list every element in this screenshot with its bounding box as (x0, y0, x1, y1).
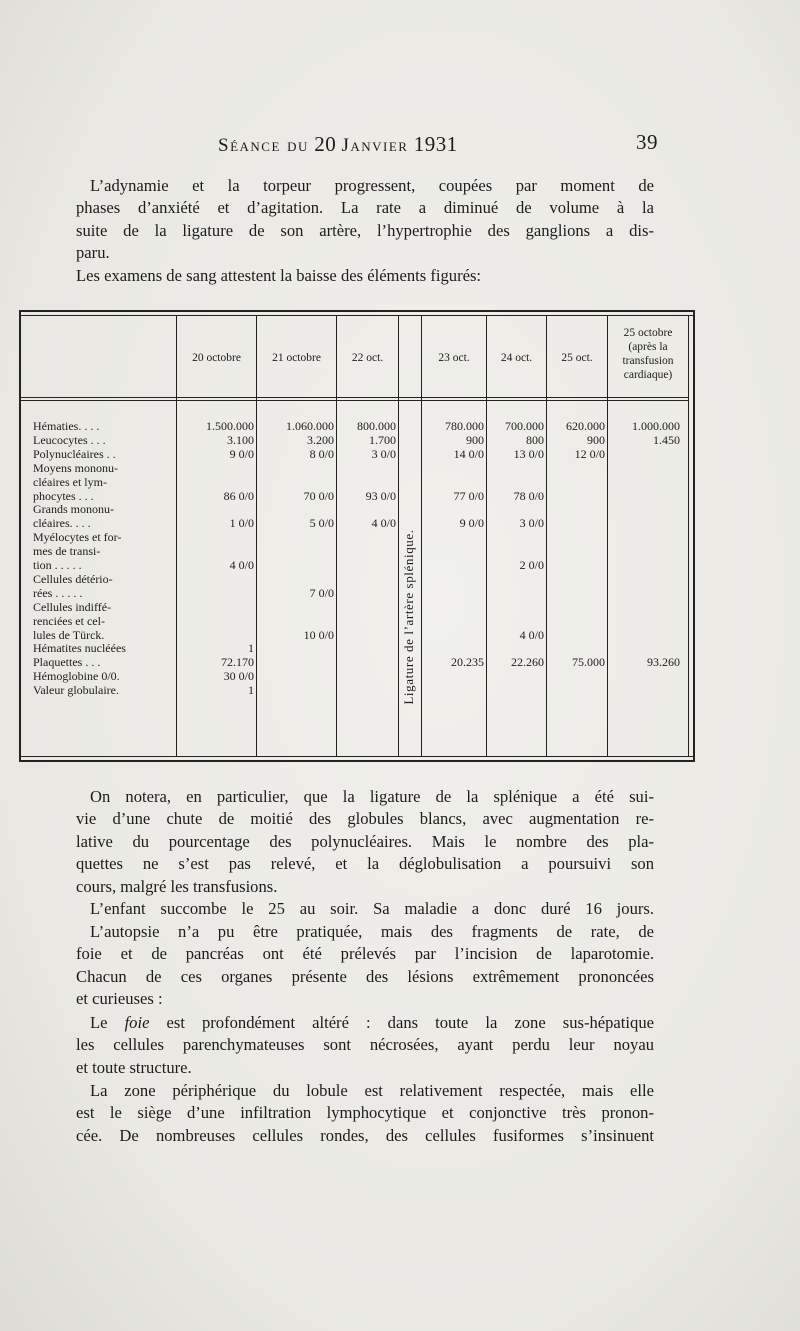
col-divider (607, 316, 608, 756)
row-label-line: Valeur globulaire. (33, 683, 119, 698)
italic-word-foie: foie (124, 1013, 150, 1032)
page-number: 39 (636, 130, 658, 154)
table-right-rule-inner (688, 315, 689, 757)
row-label-line: Polynucléaires . . (33, 446, 116, 461)
table-cell: 1.450 (653, 432, 680, 447)
table-bottom-rule (19, 760, 695, 762)
row-label-line: lules de Türck. (33, 627, 105, 642)
header-rule-2 (19, 400, 688, 401)
table-top-rule (19, 310, 695, 312)
paragraph-on-notera (76, 786, 654, 898)
col-header: 21 octobre (272, 352, 321, 364)
table-cell: 700.000 (505, 419, 544, 433)
row-label-line: Cellules détério- (33, 571, 113, 586)
ligature-label: Ligature de l’artère splénique. (401, 529, 416, 705)
row-label (33, 434, 193, 448)
row-label (33, 670, 193, 684)
table-cell: 12 0/0 (574, 446, 605, 461)
text-line (76, 1012, 654, 1034)
row-label-line: mes de transi- (33, 544, 101, 559)
running-header (218, 132, 658, 157)
text-line: suite de la ligature de son artère, l’hypertrophie des ganglions a dis- (76, 220, 654, 240)
header-title: Séance du (218, 135, 309, 156)
table-cell: 1.060.000 (286, 419, 334, 433)
text-line: L’enfant succombe le 25 au soir. Sa maladie a donc duré 16 jours. (90, 899, 654, 918)
table-cell: 4 0/0 (371, 516, 396, 531)
row-label-line: rées . . . . . (33, 585, 83, 600)
text-line: On notera, en particulier, que la ligature de la splénique a été sui- (90, 787, 654, 806)
row-label-line: Plaquettes . . . (33, 655, 101, 670)
text-line: et toute structure. (76, 1057, 192, 1077)
row-label-line: cléaires et lym- (33, 474, 107, 489)
header-month: Janvier (341, 135, 409, 156)
row-label (33, 601, 193, 643)
row-label-line: tion . . . . . (33, 558, 82, 572)
table-cell: 3 0/0 (371, 446, 396, 461)
text-line: phases d’anxiété et d’agitation. La rate a diminué de volume à la (76, 198, 654, 218)
table-cell: 9 0/0 (459, 516, 484, 531)
table-cell: 5 0/0 (309, 516, 334, 531)
text-line: les cellules parenchymateuses sont nécrosées, ayant perdu leur noyau (76, 1035, 654, 1055)
table-cell: 70 0/0 (303, 488, 334, 503)
col-divider (546, 316, 547, 756)
table-cell: 13 0/0 (513, 446, 544, 461)
row-label-line: Cellules indiffé- (33, 599, 112, 614)
header-day: 20 (314, 132, 337, 156)
text-line: paru. (76, 243, 110, 263)
table-cell: 72.170 (221, 655, 254, 670)
col-header: 22 oct. (351, 352, 384, 364)
row-label (33, 531, 193, 573)
table-bottom-rule-inner (19, 756, 695, 757)
row-label-line: renciées et cel- (33, 613, 105, 628)
col-header-line: transfusion (622, 355, 674, 367)
paragraph-enfant (76, 898, 654, 920)
text-line: L’adynamie et la torpeur progressent, coupées par moment de (90, 176, 654, 195)
col-header-line: cardiaque) (623, 369, 673, 381)
text-line: Chacun de ces organes présente des lésions extrêmement prononcées (76, 966, 654, 986)
table-cell: 800.000 (357, 419, 396, 433)
text-line: cée. De nombreuses cellules rondes, des cellules fusiformes s’insinuent (76, 1125, 654, 1145)
paragraph-autopsie (76, 921, 654, 1011)
row-label (33, 420, 193, 434)
table-cell: 4 0/0 (229, 558, 254, 572)
table-cell: 4 0/0 (519, 627, 544, 642)
table-cell: 20.235 (451, 655, 484, 670)
table-cell: 900 (466, 432, 484, 447)
row-label (33, 503, 193, 531)
col-header: 20 octobre (192, 352, 241, 364)
table-cell: 1 (248, 641, 254, 656)
row-label-line: phocytes . . . (33, 488, 94, 503)
row-label-line: Moyens mononu- (33, 460, 118, 475)
table-cell: 780.000 (445, 419, 484, 433)
text-line: vie d’une chute de moitié des globules blancs, avec augmentation re- (76, 809, 654, 829)
table-cell: 14 0/0 (453, 446, 484, 461)
col-header: 23 oct. (438, 352, 470, 364)
table-cell: 620.000 (566, 419, 605, 433)
col-divider (421, 316, 422, 756)
table-cell: 2 0/0 (519, 558, 544, 572)
table-cell: 86 0/0 (223, 488, 254, 503)
col-header-line: (après la (628, 341, 668, 353)
table-cell: 78 0/0 (513, 488, 544, 503)
row-label (33, 462, 193, 504)
table-cell: 9 0/0 (229, 446, 254, 461)
table-cell: 3.200 (307, 432, 334, 447)
text-line: et curieuses : (76, 989, 163, 1009)
col-divider (398, 316, 399, 756)
col-header-transfusion (608, 326, 688, 382)
text-line: est le siège d’une infiltration lymphocytique et conjonctive très pronon- (76, 1103, 654, 1123)
row-label-line: cléaires. . . . (33, 516, 91, 531)
row-label (33, 573, 193, 601)
text-fragment: Le (90, 1013, 108, 1032)
paragraph-zone-peripherique (76, 1080, 654, 1147)
text-line: quettes ne s’est pas relevé, et la déglobulisation a poursuivi son (76, 854, 654, 874)
row-label (33, 684, 193, 698)
blood-exam-table (19, 310, 695, 765)
row-label-line: Hématies. . . . (33, 419, 100, 433)
table-cell: 1 (248, 683, 254, 698)
paragraph-examens (76, 265, 654, 287)
text-line: La zone périphérique du lobule est relativement respectée, mais elle (90, 1081, 654, 1100)
table-cell: 10 0/0 (303, 627, 334, 642)
table-cell: 900 (587, 432, 605, 447)
row-label-line: Hémoglobine 0/0. (33, 669, 120, 684)
table-cell: 800 (526, 432, 544, 447)
col-header: 24 oct. (500, 352, 533, 364)
row-label-line: Leucocytes . . . (33, 432, 106, 447)
table-cell: 77 0/0 (453, 488, 484, 503)
text-line: L’autopsie n’a pu être pratiquée, mais des fragments de rate, de (90, 922, 654, 941)
col-header: 25 oct. (561, 352, 593, 364)
table-cell: 93 0/0 (365, 488, 396, 503)
text-line: lative du pourcentage des polynucléaires. Mais le nombre des pla- (76, 831, 654, 851)
text-line: cours, malgré les transfusions. (76, 876, 278, 896)
table-top-rule-inner (19, 315, 695, 316)
row-label-line: Hématites nucléées (33, 641, 126, 656)
table-cell: 7 0/0 (309, 585, 334, 600)
table-cell: 3.100 (227, 432, 254, 447)
table-cell: 75.000 (572, 655, 605, 670)
col-divider (486, 316, 487, 756)
row-label (33, 448, 193, 462)
header-year: 1931 (413, 132, 458, 156)
text-fragment: est profondément altéré : dans toute la zone sus-hépatique (166, 1013, 654, 1032)
header-rule (19, 397, 688, 398)
col-header-line: 25 octobre (623, 327, 673, 339)
table-cell: 8 0/0 (309, 446, 334, 461)
table-cell: 1.500.000 (206, 419, 254, 433)
table-left-rule (19, 310, 21, 762)
table-cell: 30 0/0 (223, 669, 254, 684)
row-label-line: Grands mononu- (33, 502, 114, 517)
table-cell: 1 0/0 (229, 516, 254, 531)
row-label (33, 642, 193, 656)
table-right-rule (693, 310, 695, 762)
row-label (33, 656, 193, 670)
row-label-line: Myélocytes et for- (33, 530, 122, 545)
text-line: Les examens de sang attestent la baisse des éléments figurés: (76, 266, 482, 285)
paragraph-foie (76, 1012, 654, 1079)
table-cell: 22.260 (511, 655, 544, 670)
table-cell: 1.000.000 (632, 419, 680, 433)
col-divider (256, 316, 257, 756)
table-cell: 93.260 (647, 655, 680, 670)
table-cell: 3 0/0 (519, 516, 544, 531)
table-cell: 1.700 (369, 432, 396, 447)
text-line: foie et de pancréas ont été prélevés par l’incision de laparotomie. (76, 944, 654, 964)
col-divider (336, 316, 337, 756)
paragraph-adynamie (76, 175, 654, 265)
